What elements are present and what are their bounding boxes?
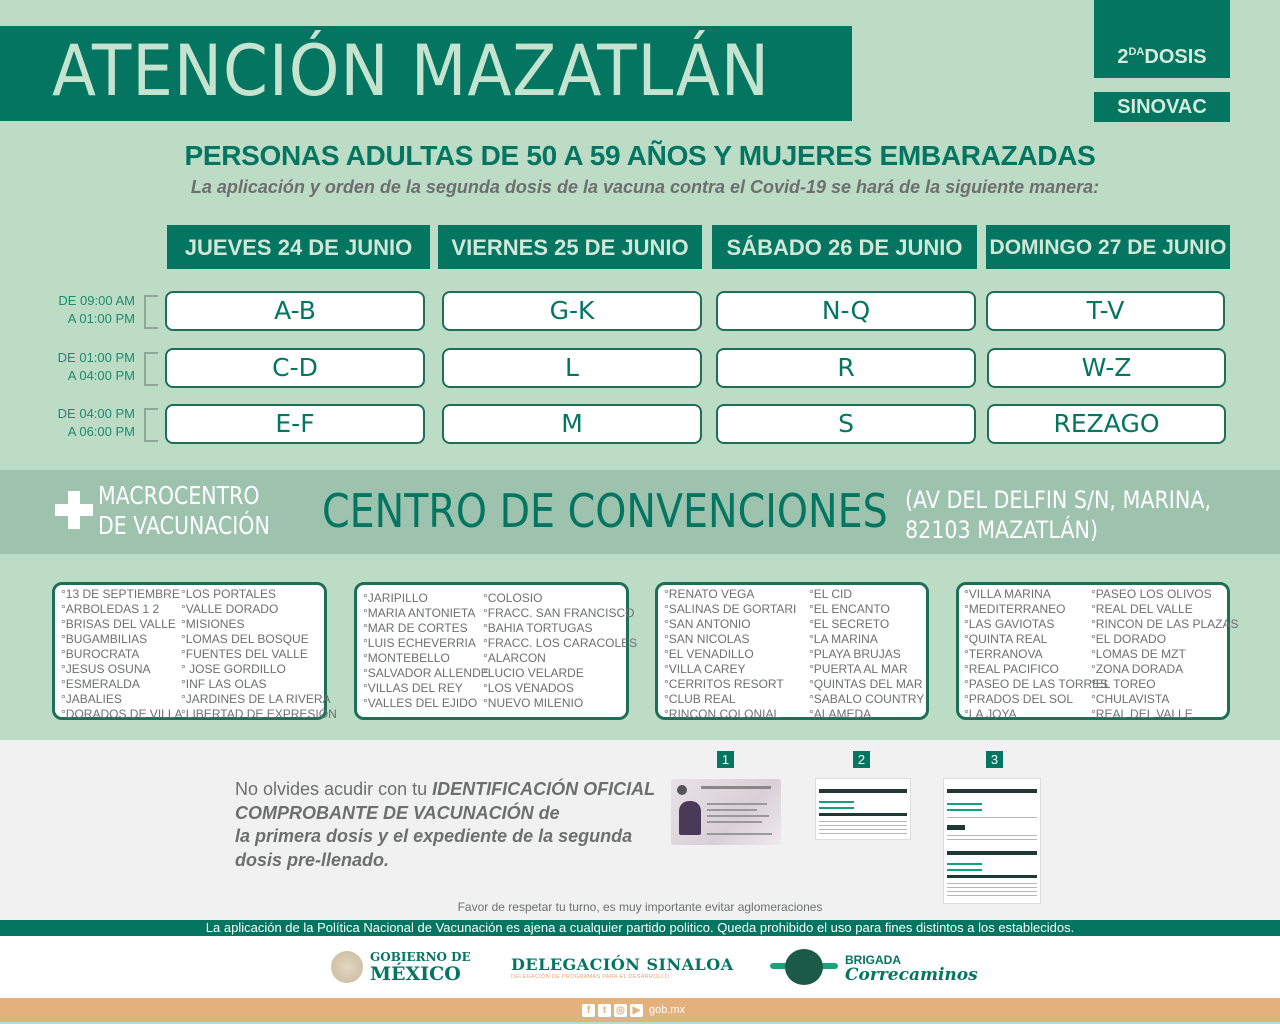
address-line2: 82103 MAZATLÁN) — [905, 516, 1099, 544]
colonias-box-viernes — [354, 582, 638, 720]
list-item: °ESMERALDA — [61, 677, 140, 691]
list-item: °NUEVO MILENIO — [483, 696, 584, 710]
slot-sabado-3: S — [716, 404, 976, 444]
list-item: °MISIONES — [181, 617, 245, 631]
list-item: °LUIS ECHEVERRIA — [363, 636, 476, 650]
slot-domingo-2: W-Z — [987, 348, 1226, 388]
list-item: °MONTEBELLO — [363, 651, 450, 665]
doc-number-1: 1 — [717, 751, 734, 768]
doc-line — [947, 887, 1037, 888]
address-line1: (AV DEL DELFIN S/N, MARINA, — [905, 486, 1212, 514]
list-item: °BUROCRATA — [61, 647, 140, 661]
mexico-seal-icon — [331, 951, 363, 983]
list-item: °LA JOYA — [964, 707, 1017, 721]
list-item: °LOMAS DE MZT — [1091, 647, 1186, 661]
doc-line — [819, 833, 907, 834]
expediente-segunda-dosis-icon — [943, 778, 1041, 904]
doc-line — [947, 817, 1037, 818]
gobierno-logo-small: GOBIERNO DE — [370, 950, 471, 964]
photo-icon — [679, 801, 701, 835]
delegacion-logo-title: DELEGACIÓN SINALOA — [511, 955, 734, 974]
slot-domingo-1: T-V — [986, 291, 1225, 331]
list-item: °SAN ANTONIO — [664, 617, 751, 631]
list-item: °PASEO LOS OLIVOS — [1091, 587, 1212, 601]
time-to: A 06:00 PM — [67, 424, 135, 439]
instagram-icon[interactable]: ◎ — [614, 1004, 627, 1017]
doc-bar — [947, 789, 1037, 793]
list-item: °REAL DEL VALLE — [1091, 707, 1193, 721]
doc-bar — [947, 851, 1037, 855]
list-item: °13 DE SEPTIEMBRE — [61, 587, 180, 601]
brigada-logo-small: BRIGADA — [845, 953, 901, 967]
list-item: °INF LAS OLAS — [181, 677, 267, 691]
dose-suffix: DA — [1128, 46, 1145, 58]
reminder-line3: la primera dosis y el expediente de la segunda — [235, 826, 633, 846]
list-item: °LIBERTAD DE EXPRESIÓN — [181, 707, 337, 721]
list-item: °RENATO VEGA — [664, 587, 755, 601]
doc-green-bar — [947, 809, 982, 811]
colonias-box-jueves — [52, 582, 337, 721]
list-item: °MARIA ANTONIETA — [363, 606, 476, 620]
list-item: °BUGAMBILIAS — [61, 632, 148, 646]
youtube-icon[interactable]: ▶ — [630, 1004, 643, 1017]
list-item: °RINCON DE LAS PLAZAS — [1091, 617, 1239, 631]
doc-line — [947, 835, 1037, 836]
card-header-line — [701, 786, 771, 789]
list-item: °VILLA MARINA — [964, 587, 1051, 601]
colonias-right-column — [181, 587, 337, 722]
doc-line — [819, 821, 907, 822]
twitter-icon[interactable]: t — [598, 1004, 611, 1017]
day-header-viernes: VIERNES 25 DE JUNIO — [438, 225, 702, 269]
list-item: °JESUS OSUNA — [61, 662, 151, 676]
list-item: °PASEO DE LAS TORRES — [964, 677, 1109, 691]
list-item: °TERRANOVA — [964, 647, 1043, 661]
list-item: °COLOSIO — [483, 591, 543, 605]
doc-number-2: 2 — [853, 751, 870, 768]
venue-name: CENTRO DE CONVENCIONES — [322, 484, 888, 538]
gobierno-logo-big: MÉXICO — [370, 963, 461, 985]
time-range-2 — [10, 349, 135, 385]
comprobante-vacunacion-icon — [815, 778, 911, 840]
list-item: °FRACC. LOS CARACOLES — [483, 636, 638, 650]
list-item: °PUERTA AL MAR — [809, 662, 908, 676]
list-item: °MEDITERRANEO — [964, 602, 1066, 616]
facebook-icon[interactable]: f — [582, 1004, 595, 1017]
list-item: °SALINAS DE GORTARI — [664, 602, 797, 616]
colonias-left-column — [664, 587, 796, 722]
list-item: °REAL DEL VALLE — [1091, 602, 1193, 616]
slot-sabado-1: N-Q — [716, 291, 976, 331]
doc-green-bar — [819, 801, 854, 803]
list-item: °EL TOREO — [1091, 677, 1156, 691]
list-item: °REAL PACIFICO — [964, 662, 1059, 676]
list-item: °EL CID — [809, 587, 853, 601]
list-item: °ZONA DORADA — [1091, 662, 1184, 676]
day-header-sabado: SÁBADO 26 DE JUNIO — [712, 225, 977, 269]
reminder-line4: dosis pre-llenado. — [235, 849, 390, 870]
list-item: °JABALIES — [61, 692, 122, 706]
list-item: °QUINTA REAL — [964, 632, 1048, 646]
social-links — [582, 1003, 685, 1017]
colonias-left-column — [363, 591, 489, 711]
target-population: PERSONAS ADULTAS DE 50 A 59 AÑOS Y MUJERES EMBARAZADAS — [184, 140, 1096, 171]
dose-label — [1094, 46, 1230, 69]
macrocentro-line1: MACROCENTRO — [98, 481, 260, 510]
gobmx-link[interactable]: gob.mx — [649, 1004, 686, 1016]
card-line — [707, 803, 767, 805]
list-item: °SABALO COUNTRY — [809, 692, 925, 706]
reminder-comprobante: COMPROBANTE DE VACUNACIÓN — [235, 802, 534, 823]
list-item: °VILLA CAREY — [664, 662, 746, 676]
doc-green-bar — [947, 869, 982, 871]
list-item: °CLUB REAL — [664, 692, 736, 706]
colonias-left-column — [964, 587, 1108, 722]
list-item: °QUINTAS DEL MAR — [809, 677, 923, 691]
vaccine-badge: SINOVAC — [1094, 92, 1230, 122]
list-item: °EL ENCANTO — [809, 602, 890, 616]
card-line — [707, 821, 762, 823]
list-item: °JARDINES DE LA RIVERA — [181, 692, 331, 706]
doc-line — [947, 891, 1037, 892]
time-range-3 — [10, 405, 135, 441]
list-item: °LOS VENADOS — [483, 681, 574, 695]
doc-line — [947, 895, 1037, 896]
time-to: A 01:00 PM — [67, 311, 135, 326]
seal-icon — [677, 785, 687, 795]
day-header-domingo: DOMINGO 27 DE JUNIO — [986, 225, 1230, 269]
list-item: °VALLES DEL EJIDO — [363, 696, 478, 710]
card-line — [707, 815, 769, 817]
slot-sabado-2: R — [716, 348, 976, 388]
slot-viernes-3: M — [442, 404, 702, 444]
venue-address — [905, 485, 1211, 545]
time-to: A 04:00 PM — [67, 368, 135, 383]
list-item: °ARBOLEDAS 1 2 — [61, 602, 160, 616]
colonias-left-column — [61, 587, 183, 722]
list-item: °LA MARINA — [809, 632, 878, 646]
respect-turn-note: Favor de respetar tu turno, es muy importante evitar aglomeraciones — [457, 900, 823, 914]
list-item: °SALVADOR ALLENDE — [363, 666, 489, 680]
list-item: °EL SECRETO — [809, 617, 890, 631]
list-item: °EL VENADILLO — [664, 647, 754, 661]
list-item: °EL DORADO — [1091, 632, 1167, 646]
correcaminos-logo-icon — [785, 949, 823, 985]
list-item: °BAHIA TORTUGAS — [483, 621, 593, 635]
doc-line — [947, 839, 1037, 840]
doc-line — [819, 829, 907, 830]
list-item: °VALLE DORADO — [181, 602, 279, 616]
list-item: °PLAYA BRUJAS — [809, 647, 901, 661]
slot-jueves-2: C-D — [165, 348, 425, 388]
list-item: °CERRITOS RESORT — [664, 677, 784, 691]
list-item: °VILLAS DEL REY — [363, 681, 463, 695]
colonias-right-column — [483, 591, 637, 711]
brigada-logo-big: Correcaminos — [845, 965, 978, 985]
dose-number: 2 — [1117, 46, 1129, 68]
list-item: °LOMAS DEL BOSQUE — [181, 632, 309, 646]
colonias-box-domingo — [956, 582, 1239, 721]
instructions-text: La aplicación y orden de la segunda dosis de la vacuna contra el Covid-19 se hará de la siguiente manera: — [190, 177, 1100, 197]
reminder-intro: No olvides acudir con tu — [235, 779, 433, 799]
bracket-icon — [144, 295, 158, 329]
slot-viernes-1: G-K — [442, 291, 702, 331]
list-item: °RINCON COLONIAL — [664, 707, 781, 721]
list-item: °JARIPILLO — [363, 591, 428, 605]
list-item: °LAS GAVIOTAS — [964, 617, 1055, 631]
reminder-de: de — [533, 802, 560, 823]
list-item: °ALAMEDA — [809, 707, 872, 721]
slot-jueves-3: E-F — [165, 404, 425, 444]
doc-number-3: 3 — [986, 751, 1003, 768]
time-from: DE 09:00 AM — [58, 293, 135, 308]
list-item: °PRADOS DEL SOL — [964, 692, 1074, 706]
identificacion-ine-icon — [671, 779, 781, 845]
list-item: °SAN NICOLAS — [664, 632, 750, 646]
page-title: ATENCIÓN MAZATLÁN — [52, 30, 770, 112]
time-from: DE 04:00 PM — [57, 406, 135, 421]
doc-bar — [819, 813, 907, 816]
doc-line — [819, 825, 907, 826]
list-item: °FRACC. SAN FRANCISCO — [483, 606, 635, 620]
list-item: °CHULAVISTA — [1091, 692, 1170, 706]
time-from: DE 01:00 PM — [57, 350, 135, 365]
list-item: °MAR DE CORTES — [363, 621, 468, 635]
policy-disclaimer: La aplicación de la Política Nacional de Vacunación es ajena a cualquier partido politico. Queda prohibido el uso para fines distintos a los establecidos. — [0, 920, 1280, 936]
bracket-icon — [144, 352, 158, 386]
slot-domingo-3: REZAGO — [987, 404, 1226, 444]
list-item: ° JOSE GORDILLO — [181, 662, 286, 676]
day-header-jueves: JUEVES 24 DE JUNIO — [167, 225, 430, 269]
slot-viernes-2: L — [442, 348, 702, 388]
slot-jueves-1: A-B — [165, 291, 425, 331]
doc-green-bar — [947, 803, 982, 805]
plus-icon-bar — [55, 504, 93, 516]
colonias-right-column — [1091, 587, 1239, 722]
list-item: °FUENTES DEL VALLE — [181, 647, 308, 661]
requirements-text — [235, 778, 675, 872]
card-line — [707, 833, 772, 835]
colonias-right-column — [809, 587, 924, 722]
list-item: °LOS PORTALES — [181, 587, 277, 601]
colonias-box-sabado — [655, 582, 929, 720]
doc-green-bar — [819, 807, 854, 809]
doc-bar — [947, 875, 1037, 878]
delegacion-logo-subtitle: DELEGACIÓN DE PROGRAMAS PARA EL DESARROLLO — [511, 974, 670, 980]
card-line — [707, 809, 757, 811]
dose-word: DOSIS — [1144, 46, 1207, 68]
doc-bar — [947, 825, 965, 830]
doc-line — [947, 883, 1037, 884]
doc-bar — [819, 789, 907, 793]
doc-green-bar — [947, 863, 982, 865]
list-item: °LUCIO VELARDE — [483, 666, 584, 680]
time-range-1 — [10, 292, 135, 328]
macrocentro-line2: DE VACUNACIÓN — [98, 511, 270, 540]
reminder-id: IDENTIFICACIÓN OFICIAL — [432, 779, 656, 799]
macrocentro-label — [98, 481, 270, 541]
list-item: °BRISAS DEL VALLE — [61, 617, 176, 631]
bracket-icon — [144, 408, 158, 442]
list-item: °ALARCON — [483, 651, 546, 665]
list-item: °DORADOS DE VILLA — [61, 707, 183, 721]
